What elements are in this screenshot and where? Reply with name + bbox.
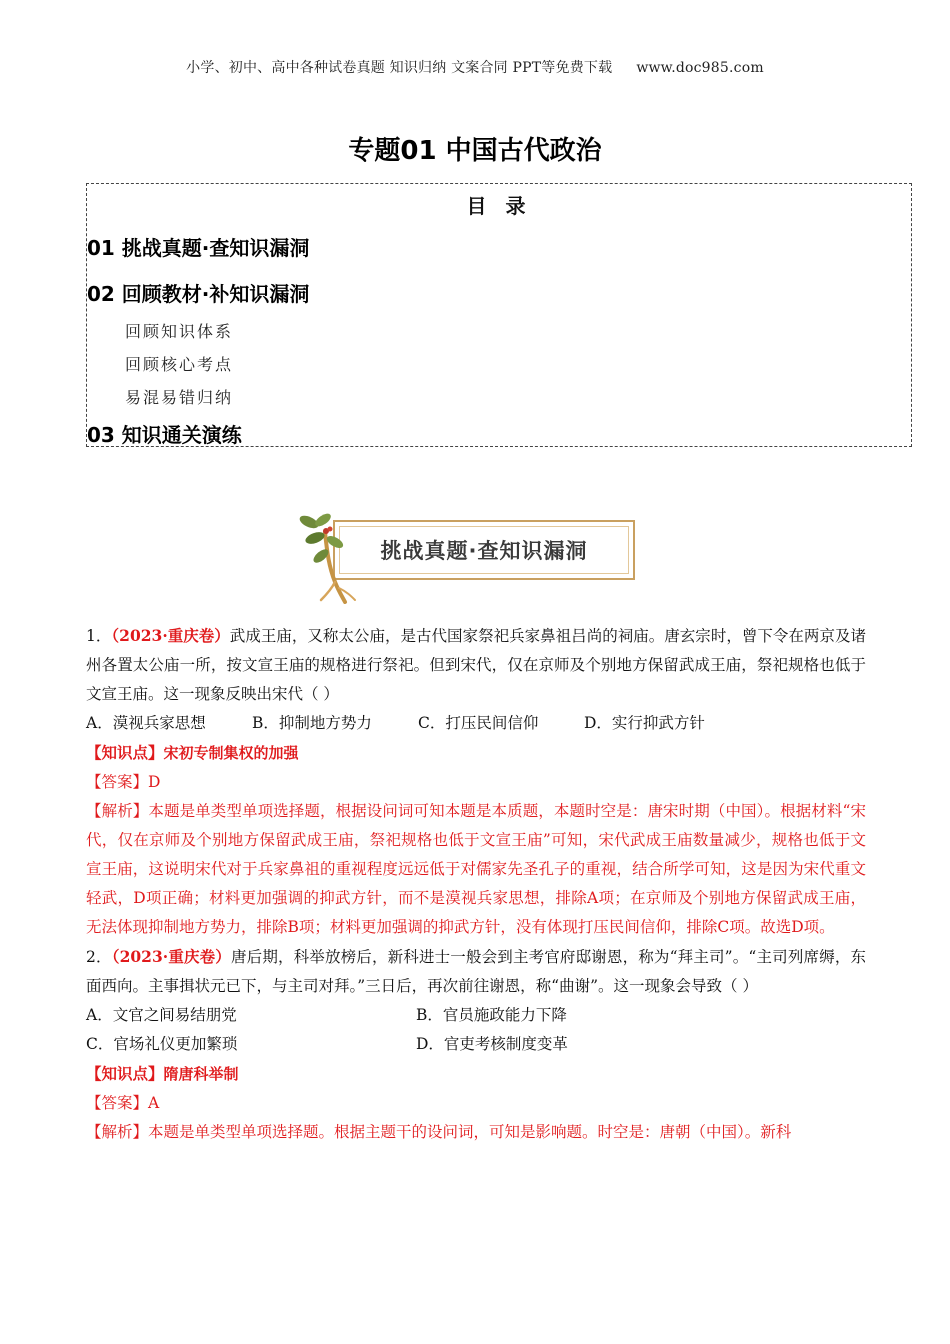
analysis-text: 本题是单类型单项选择题。根据主题干的设问词，可知是影响题。时空是：唐朝（中国）。新科 — [148, 1123, 792, 1141]
question-source: （2023·重庆卷） — [111, 947, 231, 966]
knowledge-point: 【知识点】隋唐科举制 — [86, 1064, 239, 1083]
option-c[interactable]: C．打压民间信仰 — [418, 714, 539, 732]
option-a[interactable]: A．漠视兵家思想 — [86, 714, 206, 732]
answer-options — [86, 709, 866, 738]
question-number: 2． — [86, 948, 112, 966]
knowledge-point: 【知识点】宋初专制集权的加强 — [86, 743, 299, 762]
document-title: 专题01 中国古代政治 — [348, 136, 602, 166]
option-a[interactable]: A．文官之间易结朋党 — [86, 1006, 237, 1024]
question-source: （2023·重庆卷） — [111, 626, 230, 645]
question-1 — [86, 621, 866, 942]
toc-heading: 目 录 — [466, 194, 532, 218]
answer-value: A — [148, 1094, 160, 1112]
option-d[interactable]: D．实行抑武方针 — [584, 714, 705, 732]
option-b[interactable]: B．抑制地方势力 — [252, 714, 372, 732]
answer-value: D — [148, 773, 161, 791]
option-b[interactable]: B．官员施政能力下降 — [416, 1006, 567, 1024]
question-content — [86, 621, 866, 1147]
question-2 — [86, 942, 866, 1147]
toc-subitem-confusions[interactable]: 易混易错归纳 — [125, 388, 234, 407]
analysis-text: 本题是单类型单项选择题，根据设问词可知本题是本质题，本题时空是：唐宋时期（中国）。根据材料“宋代，仅在京师及个别地方保留武成王庙，祭祀规格也低于文宣王庙”可知，宋代武成王庙数量减少，规格也低于文宣王庙，这说明宋代对于兵家鼻祖的重视程度远远低于对儒家先圣孔子的重视，结合所学可知，这是因为宋代重文轻武，D项正确；材料更加强调的抑武方针，而不是漠视兵家思想，排除A项；在京师及个别地方保留武成王庙，无法体现抑制地方势力，排除B项；材料更加强调的抑武方针，没有体现打压民间信仰，排除C项。故选D项。 — [86, 802, 866, 936]
toc-subitem-knowledge-system[interactable]: 回顾知识体系 — [125, 322, 234, 341]
header-text: 小学、初中、高中各种试卷真题 知识归纳 文案合同 PPT等免费下载 — [186, 60, 613, 76]
answer-line: 【答案】D — [86, 773, 161, 791]
toc-section-02[interactable]: 02 回顾教材·补知识漏洞 — [87, 282, 310, 306]
page-header — [0, 57, 950, 77]
analysis: 【解析】本题是单类型单项选择题。根据主题干的设问词，可知是影响题。时空是：唐朝（中国）。新科 — [86, 1123, 792, 1141]
option-c[interactable]: C．官场礼仪更加繁琐 — [86, 1035, 238, 1053]
option-d[interactable]: D．官吏考核制度变革 — [416, 1035, 568, 1053]
table-of-contents — [86, 183, 912, 447]
toc-section-03[interactable]: 03 知识通关演练 — [87, 423, 242, 447]
question-stem — [86, 621, 866, 709]
toc-section-01[interactable]: 01 挑战真题·查知识漏洞 — [87, 236, 310, 260]
knowledge-point-text: 隋唐科举制 — [163, 1065, 239, 1083]
analysis: 【解析】本题是单类型单项选择题，根据设问词可知本题是本质题，本题时空是：唐宋时期（中国）。根据材料“宋代，仅在京师及个别地方保留武成王庙，祭祀规格也低于文宣王庙”可知，宋代武成王庙数量减少，规格也低于文宣王庙，这说明宋代对于兵家鼻祖的重视程度远远低于对儒家先圣孔子的重视，结合所学可知，这是因为宋代重文轻武，D项正确；材料更加强调的抑武方针，而不是漠视兵家思想，排除A项；在京师及个别地方保留武成王庙，无法体现抑制地方势力，排除B项；材料更加强调的抑武方针，没有体现打压民间信仰，排除C项。故选D项。 — [86, 802, 866, 936]
header-url[interactable]: www.doc985.com — [636, 60, 764, 76]
question-stem — [86, 942, 866, 1001]
question-number: 1． — [86, 627, 112, 645]
question-text: 唐后期，科举放榜后，新科进士一般会到主考官府邸谢恩，称为“拜主司”。“主司列席缛，东面西向。主事揖状元已下，与主司对拜。”三日后，再次前往谢恩，称“曲谢”。这一现象会导致（ ） — [86, 948, 866, 995]
toc-subitem-core-points[interactable]: 回顾核心考点 — [125, 355, 234, 374]
answer-options — [86, 1001, 866, 1059]
banner-title: 挑战真题·查知识漏洞 — [380, 539, 588, 563]
knowledge-point-text: 宋初专制集权的加强 — [163, 744, 299, 762]
question-text: 武成王庙，又称太公庙，是古代国家祭祀兵家鼻祖吕尚的祠庙。唐玄宗时，曾下令在两京及诸州各置太公庙一所，按文宣王庙的规格进行祭祀。但到宋代，仅在京师及个别地方保留武成王庙，祭祀规格也低于文宣王庙。这一现象反映出宋代（ ） — [86, 627, 866, 703]
section-banner — [295, 512, 640, 604]
answer-line: 【答案】A — [86, 1094, 160, 1112]
